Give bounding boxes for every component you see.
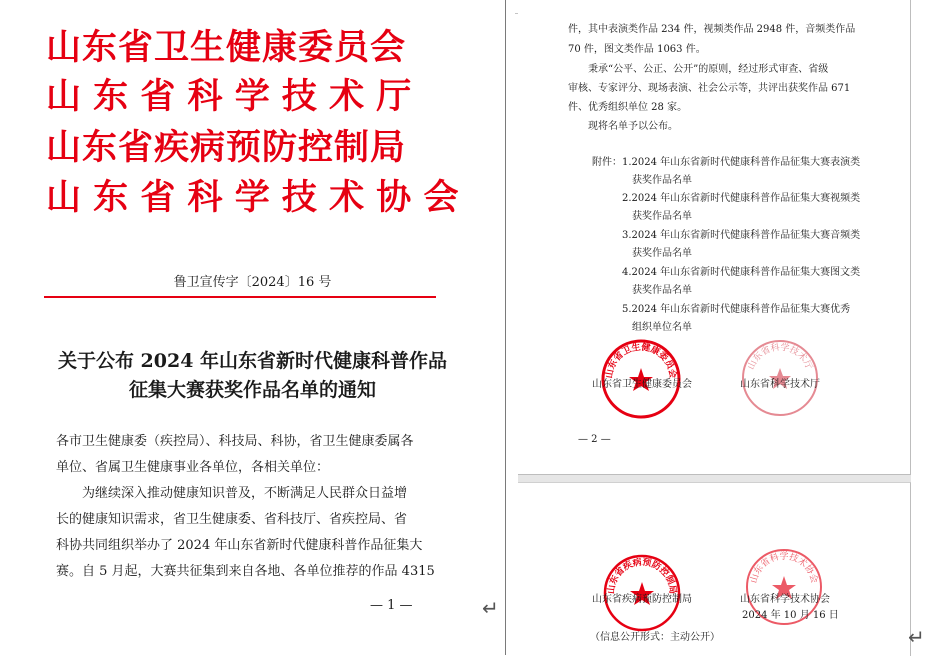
- svg-text:山东省疾病预防控制局: 山东省疾病预防控制局: [606, 557, 678, 595]
- attachment-3-line-1: 3.2024 年山东省新时代健康科普作品征集大赛音频类: [622, 230, 861, 241]
- issuer-line-3: 山东省疾病预防控制局: [46, 128, 407, 168]
- body-line-1: 为继续深入推动健康知识普及，不断满足人民群众日益增: [82, 486, 408, 501]
- attachment-label: 附件：: [592, 157, 622, 168]
- paragraph-mark-icon: ↵: [908, 625, 925, 649]
- attachment-2-line-1: 2.2024 年山东省新时代健康科普作品征集大赛视频类: [622, 193, 861, 204]
- document-page-2: [518, 0, 911, 475]
- paragraph-mark-icon: ↵: [482, 596, 499, 620]
- attachment-3-line-2: 获奖作品名单: [632, 248, 692, 259]
- svg-text:山东省卫生健康委员会: 山东省卫生健康委员会: [604, 342, 678, 380]
- svg-text:山东省科学技术厅: 山东省科学技术厅: [746, 342, 814, 372]
- document-number: 鲁卫宣传字〔2024〕16 号: [173, 275, 332, 290]
- signature-science-department: 山东省科学技术厅: [740, 379, 820, 390]
- signature-cdc: 山东省疾病预防控制局: [592, 594, 692, 605]
- disclosure-note: （信息公开形式：主动公开）: [590, 632, 720, 643]
- attachment-4-line-1: 4.2024 年山东省新时代健康科普作品征集大赛图文类: [622, 267, 861, 278]
- red-divider: [44, 296, 436, 298]
- page-gap: [518, 475, 911, 482]
- p2-line-1: 件，其中表演类作品 234 件，视频类作品 2948 件，音频类作品: [568, 24, 856, 35]
- title-line-2: 征集大赛获奖作品名单的通知: [128, 379, 376, 401]
- issuer-line-2: 山 东 省 科 学 技 术 厅: [46, 77, 412, 117]
- document-page-3: [518, 482, 911, 656]
- attachment-5-line-1: 5.2024 年山东省新时代健康科普作品征集大赛优秀: [622, 304, 851, 315]
- body-line-3: 科协共同组织举办了 2024 年山东省新时代健康科普作品征集大: [56, 538, 423, 553]
- p2-line-6: 现将名单予以公布。: [588, 121, 678, 132]
- attachment-1-line-2: 获奖作品名单: [632, 175, 692, 186]
- issuer-line-4: 山 东 省 科 学 技 术 协 会: [46, 178, 459, 218]
- p2-line-4: 审核、专家评分、现场表演、社会公示等，共评出获奖作品 671: [568, 83, 851, 94]
- attachment-1-line-1: 1.2024 年山东省新时代健康科普作品征集大赛表演类: [622, 157, 861, 168]
- attachment-5-line-2: 组织单位名单: [632, 322, 692, 333]
- page-number-2: — 2 —: [578, 434, 611, 445]
- p2-line-2: 70 件，图文类作品 1063 件。: [568, 44, 706, 55]
- attachment-2-line-2: 获奖作品名单: [632, 211, 692, 222]
- body-line-2: 长的健康知识需求，省卫生健康委、省科技厅、省疾控局、省: [56, 512, 408, 527]
- attachment-4-line-2: 获奖作品名单: [632, 285, 692, 296]
- body-line-4: 赛。自 5 月起，大赛共征集到来自各地、各单位推荐的作品 4315: [56, 564, 435, 579]
- addressee-line-2: 单位、省属卫生健康事业各单位，各相关单位：: [56, 460, 330, 475]
- page-divider: [505, 0, 506, 655]
- addressee-line-1: 各市卫生健康委（疾控局）、科技局、科协，省卫生健康委属各: [56, 434, 414, 449]
- issuer-line-1: 山东省卫生健康委员会: [46, 28, 407, 68]
- issue-date: 2024 年 10 月 16 日: [742, 610, 839, 621]
- p2-line-3: 秉承“公平、公正、公开”的原则，经过形式审查、省级: [588, 64, 829, 75]
- title-line-1: 关于公布 2024 年山东省新时代健康科普作品: [57, 350, 448, 372]
- p2-line-5: 件、优秀组织单位 28 家。: [568, 102, 688, 113]
- page-number: — 1 —: [370, 598, 413, 613]
- signature-science-association: 山东省科学技术协会: [740, 594, 830, 605]
- signature-health-commission: 山东省卫生健康委员会: [592, 379, 692, 390]
- svg-text:山东省科学技术协会: 山东省科学技术协会: [749, 552, 819, 585]
